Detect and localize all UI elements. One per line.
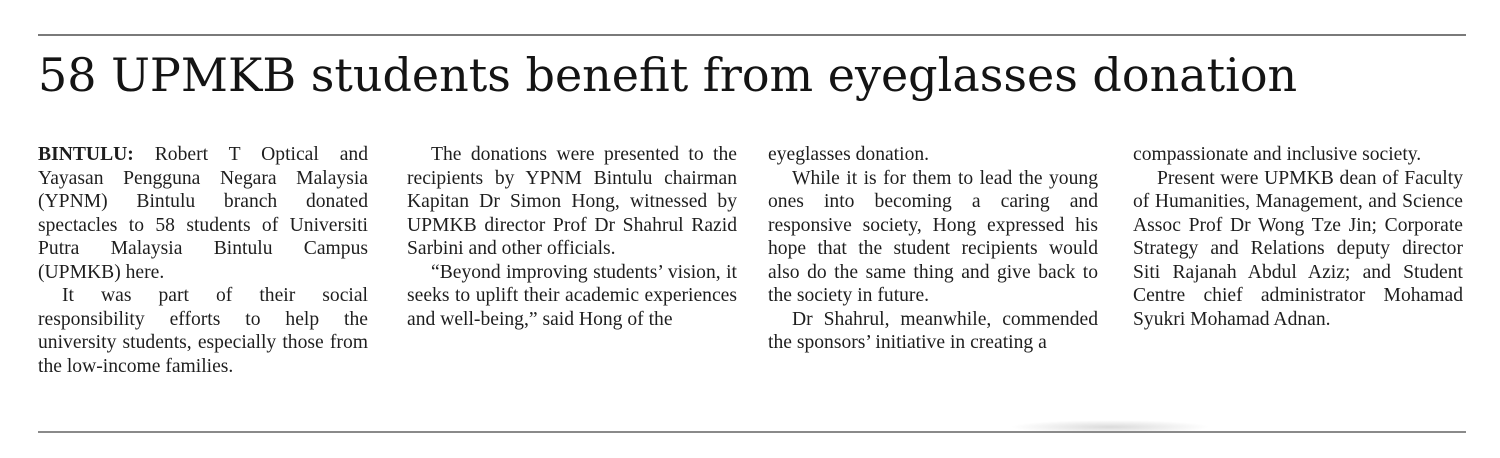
paragraph: “Beyond improving students’ vision, it seeks to uplift their academic experiences and well-being,” said Hong of the (407, 261, 737, 330)
paragraph-text: Robert T Optical and Yayasan Pengguna Negara Malaysia (YPNM) Bintulu branch donated spectacles to 58 students of Universiti Putra Malaysia Bintulu Campus (UPMKB) here. (38, 144, 368, 283)
top-rule (38, 34, 1466, 36)
article-column-2 (407, 143, 737, 331)
paragraph: The donations were presented to the recipients by YPNM Bintulu chairman Kapitan Dr Simon Hong, witnessed by UPMKB director Prof Dr Shahrul Razid Sarbini and other officials. (407, 144, 737, 259)
dateline: BINTULU: (38, 144, 134, 165)
bottom-rule (38, 431, 1466, 433)
paragraph: Dr Shahrul, meanwhile, commended the sponsors’ initiative in creating a (768, 308, 1098, 353)
article-headline: 58 UPMKB students benefit from eyeglasses donation (38, 48, 1298, 102)
paragraph (38, 143, 368, 284)
paragraph: While it is for them to lead the young ones into becoming a caring and responsive society, Hong expressed his hope that the student recipients would also do the same thing and give back to the society in future. (768, 167, 1098, 306)
paragraph: compassionate and inclusive society. (1133, 144, 1422, 165)
paragraph: Present were UPMKB dean of Faculty of Humanities, Management, and Science Assoc Prof Dr Wong Tze Jin; Corporate Strategy and Relations deputy director Siti Rajanah Abdul Aziz; and Student Centre chief administrator Mohamad Syukri Mohamad Adnan. (1133, 167, 1463, 330)
paragraph: eyeglasses donation. (768, 144, 930, 165)
paragraph: It was part of their social responsibility efforts to help the university students, especially those from the low-income families. (38, 285, 368, 377)
article-column-4 (1133, 143, 1463, 331)
article-column-3 (768, 143, 1098, 355)
article-column-1 (38, 143, 368, 378)
